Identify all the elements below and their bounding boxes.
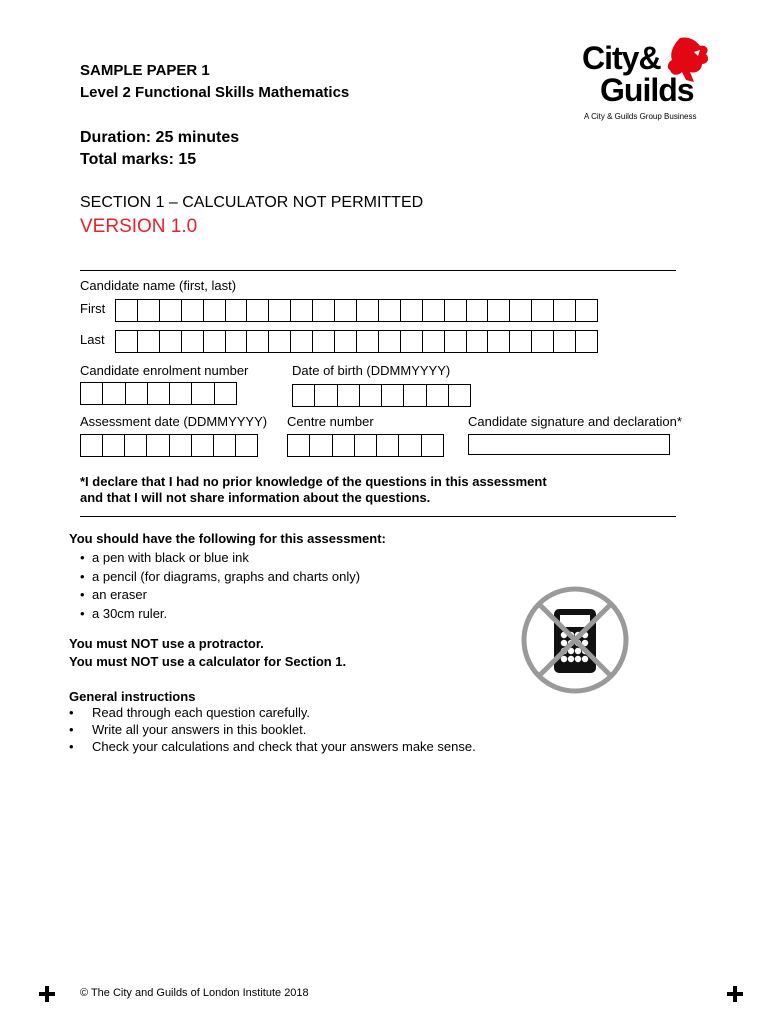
character-cell[interactable] — [576, 300, 597, 321]
character-cell[interactable] — [170, 435, 192, 456]
character-cell[interactable] — [313, 300, 335, 321]
character-cell[interactable] — [138, 331, 160, 352]
last-name-field[interactable] — [115, 330, 598, 353]
last-name-label: Last — [80, 332, 105, 347]
qualification-title: Level 2 Functional Skills Mathematics — [80, 84, 350, 101]
character-cell[interactable] — [576, 331, 597, 352]
character-cell[interactable] — [382, 385, 404, 406]
logo-line-1: City& — [582, 40, 661, 76]
form-bottom-rule — [80, 516, 676, 517]
character-cell[interactable] — [355, 435, 377, 456]
character-cell[interactable] — [182, 331, 204, 352]
character-cell[interactable] — [291, 331, 313, 352]
character-cell[interactable] — [357, 331, 379, 352]
character-cell[interactable] — [214, 435, 236, 456]
character-cell[interactable] — [247, 331, 269, 352]
no-calculator-icon — [520, 585, 630, 695]
form-top-rule — [80, 270, 676, 271]
assessment-date-field[interactable] — [80, 434, 258, 457]
character-cell[interactable] — [532, 300, 554, 321]
character-cell[interactable] — [310, 435, 332, 456]
character-cell[interactable] — [510, 300, 532, 321]
enrolment-label: Candidate enrolment number — [80, 363, 249, 378]
character-cell[interactable] — [293, 385, 315, 406]
list-item: • Write all your answers in this booklet. — [69, 721, 476, 738]
character-cell[interactable] — [138, 300, 160, 321]
character-cell[interactable] — [125, 435, 147, 456]
character-cell[interactable] — [399, 435, 421, 456]
character-cell[interactable] — [147, 435, 169, 456]
registration-mark-right-icon — [727, 986, 743, 1002]
centre-number-field[interactable] — [287, 434, 444, 457]
character-cell[interactable] — [467, 331, 489, 352]
character-cell[interactable] — [103, 435, 125, 456]
character-cell[interactable] — [335, 300, 357, 321]
list-item: • a pen with black or blue ink — [69, 549, 360, 568]
enrolment-number-field[interactable] — [80, 382, 237, 405]
character-cell[interactable] — [192, 383, 214, 404]
list-item: • Check your calculations and check that your answers make sense. — [69, 738, 476, 755]
character-cell[interactable] — [182, 300, 204, 321]
character-cell[interactable] — [510, 331, 532, 352]
character-cell[interactable] — [226, 331, 248, 352]
dob-label: Date of birth (DDMMYYYY) — [292, 363, 451, 378]
copyright-notice: © The City and Guilds of London Institute 2018 — [80, 987, 309, 999]
character-cell[interactable] — [170, 383, 192, 404]
list-item: • a pencil (for diagrams, graphs and charts only) — [69, 568, 360, 587]
character-cell[interactable] — [116, 331, 138, 352]
character-cell[interactable] — [401, 331, 423, 352]
character-cell[interactable] — [427, 385, 449, 406]
character-cell[interactable] — [423, 300, 445, 321]
character-cell[interactable] — [204, 300, 226, 321]
character-cell[interactable] — [288, 435, 310, 456]
character-cell[interactable] — [357, 300, 379, 321]
no-protractor-notice: You must NOT use a protractor. — [69, 636, 264, 651]
character-cell[interactable] — [204, 331, 226, 352]
character-cell[interactable] — [215, 383, 236, 404]
requirements-heading: You should have the following for this assessment: — [69, 531, 386, 546]
declaration-line-2: and that I will not share information about the questions. — [80, 490, 431, 505]
character-cell[interactable] — [160, 331, 182, 352]
character-cell[interactable] — [404, 385, 426, 406]
character-cell[interactable] — [554, 331, 576, 352]
first-name-field[interactable] — [115, 299, 598, 322]
character-cell[interactable] — [467, 300, 489, 321]
character-cell[interactable] — [269, 300, 291, 321]
character-cell[interactable] — [126, 383, 148, 404]
character-cell[interactable] — [315, 385, 337, 406]
date-of-birth-field[interactable] — [292, 384, 471, 407]
list-item: • Read through each question carefully. — [69, 704, 476, 721]
assessment-date-label: Assessment date (DDMMYYYY) — [80, 414, 268, 429]
character-cell[interactable] — [445, 300, 467, 321]
paper-title: SAMPLE PAPER 1 — [80, 62, 210, 79]
character-cell[interactable] — [338, 385, 360, 406]
character-cell[interactable] — [81, 383, 103, 404]
character-cell[interactable] — [160, 300, 182, 321]
section-title: SECTION 1 – CALCULATOR NOT PERMITTED — [80, 194, 424, 211]
signature-label: Candidate signature and declaration* — [468, 414, 682, 429]
character-cell[interactable] — [226, 300, 248, 321]
character-cell[interactable] — [103, 383, 125, 404]
no-calculator-notice: You must NOT use a calculator for Section 1. — [69, 654, 347, 669]
character-cell[interactable] — [192, 435, 214, 456]
character-cell[interactable] — [379, 300, 401, 321]
character-cell[interactable] — [377, 435, 399, 456]
centre-number-label: Centre number — [287, 414, 374, 429]
list-item: • a 30cm ruler. — [69, 605, 360, 624]
logo-tagline: A City & Guilds Group Business — [584, 112, 697, 121]
character-cell[interactable] — [333, 435, 355, 456]
duration: Duration: 25 minutes — [80, 129, 240, 146]
character-cell[interactable] — [445, 331, 467, 352]
character-cell[interactable] — [236, 435, 257, 456]
city-guilds-logo — [582, 34, 722, 124]
character-cell[interactable] — [148, 383, 170, 404]
general-instructions-list — [69, 704, 476, 755]
character-cell[interactable] — [269, 331, 291, 352]
character-cell[interactable] — [488, 300, 510, 321]
character-cell[interactable] — [360, 385, 382, 406]
requirements-list — [69, 549, 360, 623]
registration-mark-left-icon — [39, 986, 55, 1002]
character-cell[interactable] — [313, 331, 335, 352]
character-cell[interactable] — [554, 300, 576, 321]
signature-field[interactable] — [468, 434, 670, 455]
character-cell[interactable] — [488, 331, 510, 352]
character-cell[interactable] — [291, 300, 313, 321]
first-name-label: First — [80, 301, 106, 316]
character-cell[interactable] — [422, 435, 443, 456]
character-cell[interactable] — [423, 331, 445, 352]
character-cell[interactable] — [116, 300, 138, 321]
version-label: VERSION 1.0 — [80, 216, 198, 237]
logo-line-2: Guilds — [600, 72, 694, 108]
candidate-name-label: Candidate name (first, last) — [80, 278, 237, 293]
list-item: • an eraser — [69, 586, 360, 605]
character-cell[interactable] — [532, 331, 554, 352]
total-marks: Total marks: 15 — [80, 151, 197, 168]
declaration-line-1: *I declare that I had no prior knowledge of the questions in this assessment — [80, 474, 547, 489]
character-cell[interactable] — [81, 435, 103, 456]
general-instructions-heading: General instructions — [69, 689, 196, 704]
character-cell[interactable] — [335, 331, 357, 352]
character-cell[interactable] — [247, 300, 269, 321]
character-cell[interactable] — [449, 385, 470, 406]
character-cell[interactable] — [379, 331, 401, 352]
character-cell[interactable] — [401, 300, 423, 321]
